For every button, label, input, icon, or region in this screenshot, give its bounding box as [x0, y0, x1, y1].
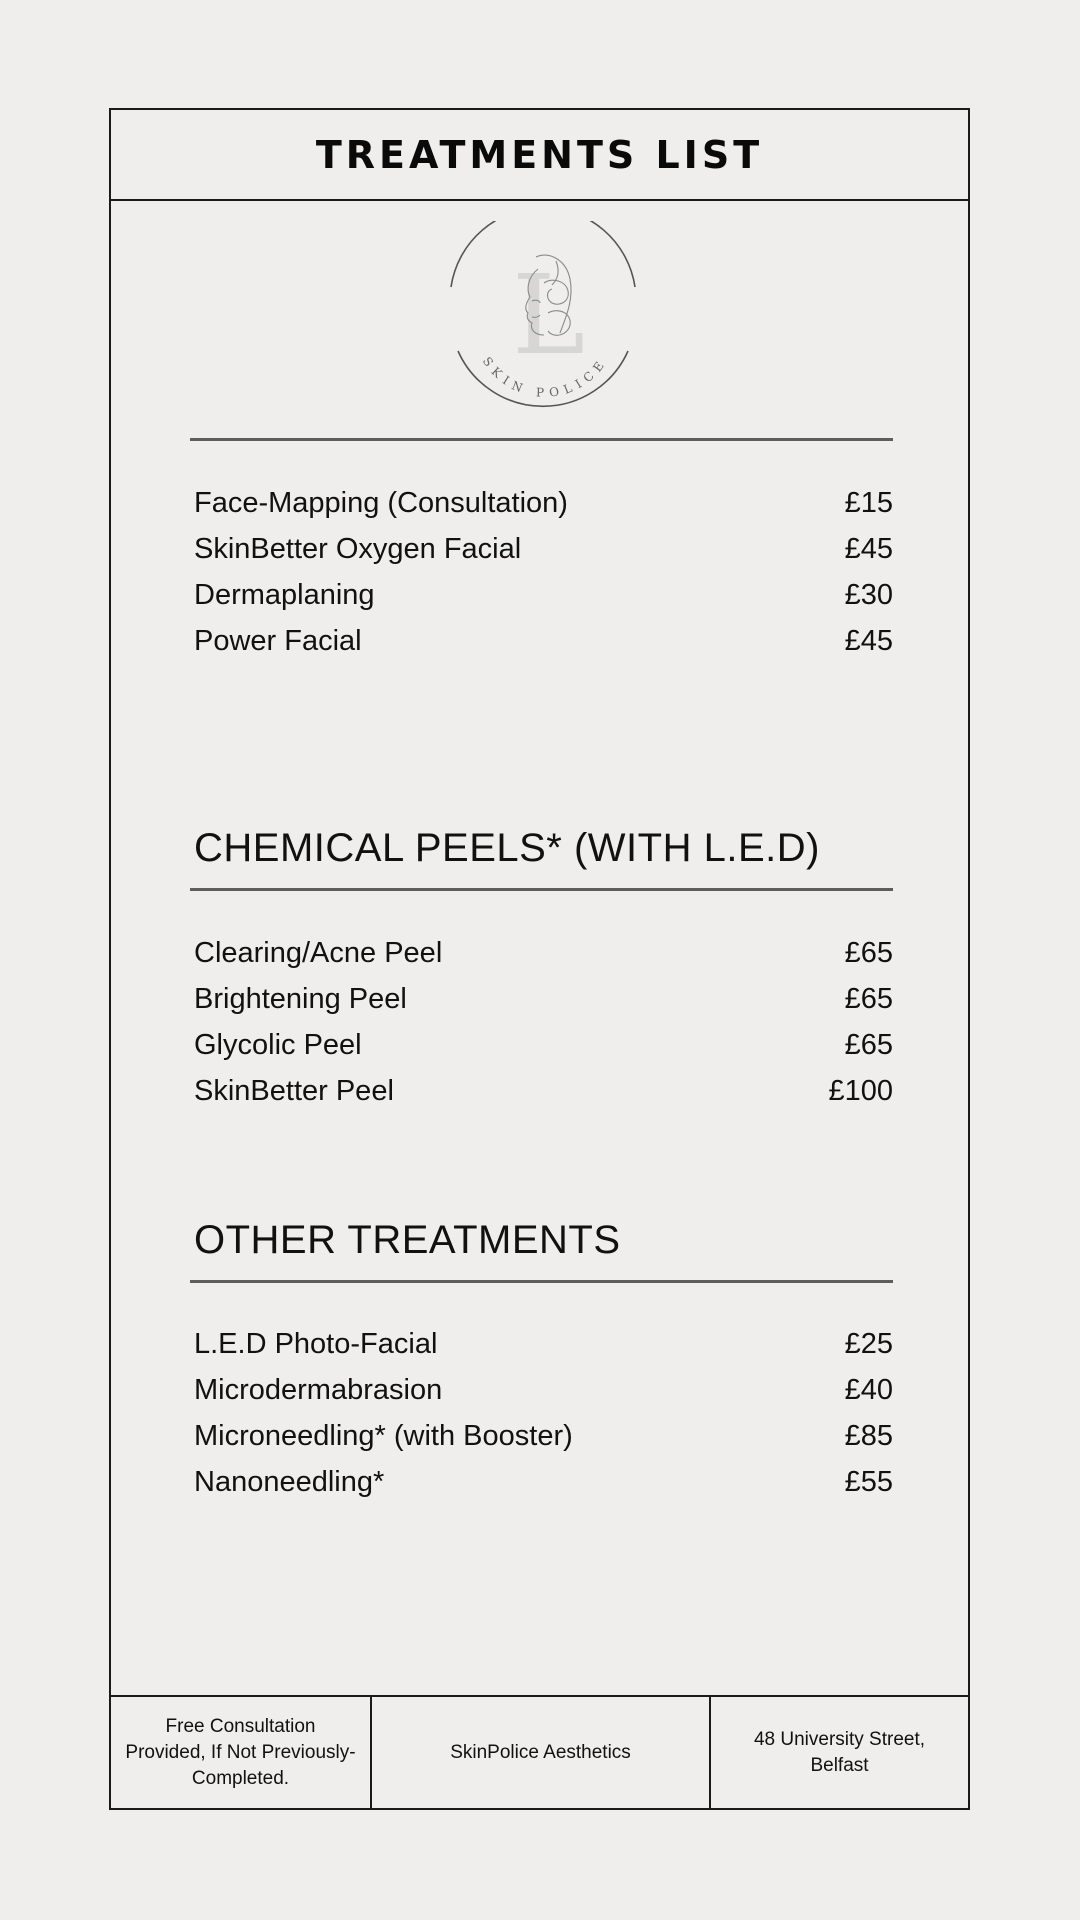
list-item: [194, 618, 893, 664]
section-divider: [190, 438, 893, 441]
treatment-price: £85: [844, 1419, 893, 1452]
treatment-name: Power Facial: [194, 624, 362, 657]
header: [111, 110, 968, 201]
treatment-name: Glycolic Peel: [194, 1028, 362, 1061]
treatment-price: £15: [844, 486, 893, 519]
treatment-name: Clearing/Acne Peel: [194, 936, 443, 969]
menu-card: [109, 108, 970, 1810]
page-title: TREATMENTS LIST: [315, 132, 764, 177]
treatment-price: £65: [844, 936, 893, 969]
treatment-name: Brightening Peel: [194, 982, 407, 1015]
treatment-price: £45: [844, 624, 893, 657]
treatment-name: Microdermabrasion: [194, 1373, 443, 1406]
list-item: [194, 1068, 893, 1114]
treatment-price: £30: [844, 578, 893, 611]
list-item: [194, 1367, 893, 1413]
treatment-name: SkinBetter Oxygen Facial: [194, 532, 522, 565]
treatment-name: Microneedling* (with Booster): [194, 1419, 573, 1452]
treatment-price: £100: [828, 1074, 893, 1107]
list-item: [194, 1459, 893, 1505]
list-item: [194, 572, 893, 618]
footer-address: 48 University Street, Belfast: [753, 1728, 926, 1776]
treatment-list: [194, 1321, 893, 1505]
treatment-name: SkinBetter Peel: [194, 1074, 394, 1107]
treatment-price: £40: [844, 1373, 893, 1406]
footer-consultation-note: Free Consultation Provided, If Not Previously-Completed.: [111, 1697, 372, 1808]
section-divider: [190, 888, 893, 891]
treatment-list: [194, 480, 893, 664]
treatment-price: £65: [844, 1028, 893, 1061]
section-divider: [190, 1280, 893, 1283]
list-item: [194, 1022, 893, 1068]
section-title: OTHER TREATMENTS: [194, 1218, 621, 1262]
treatment-name: Dermaplaning: [194, 578, 375, 611]
footer-business-name: SkinPolice Aesthetics: [372, 1697, 711, 1808]
treatment-price: £65: [844, 982, 893, 1015]
list-item: [194, 480, 893, 526]
list-item: [194, 526, 893, 572]
logo-text: SKIN POLICE: [479, 354, 611, 400]
treatment-price: £55: [844, 1465, 893, 1498]
list-item: [194, 1413, 893, 1459]
list-item: [194, 930, 893, 976]
treatment-price: £45: [844, 532, 893, 565]
skin-police-logo: [448, 221, 638, 411]
list-item: [194, 1321, 893, 1367]
list-item: [194, 976, 893, 1022]
section-title: CHEMICAL PEELS* (WITH L.E.D): [194, 826, 820, 870]
treatment-name: Nanoneedling*: [194, 1465, 385, 1498]
logo-letter: L: [512, 251, 586, 379]
treatment-list: [194, 930, 893, 1114]
treatment-price: £25: [844, 1327, 893, 1360]
treatment-name: Face-Mapping (Consultation): [194, 486, 568, 519]
treatment-name: L.E.D Photo-Facial: [194, 1327, 438, 1360]
logo-emblem: [448, 221, 638, 411]
footer: [111, 1695, 968, 1808]
